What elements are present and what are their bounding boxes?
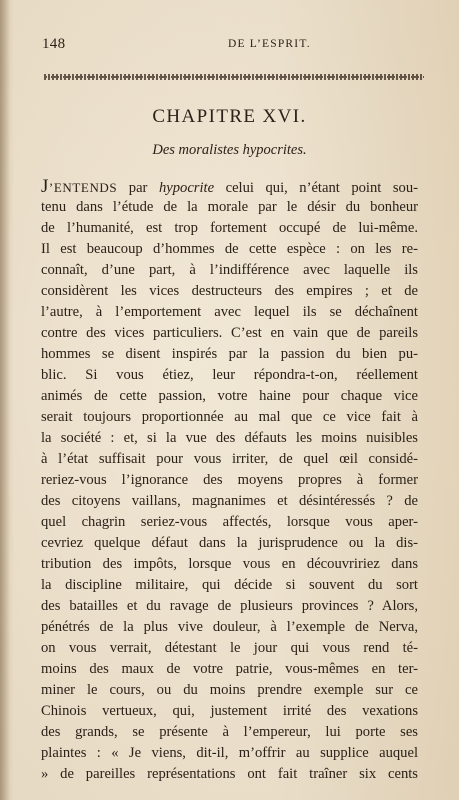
text-line: serait toujours proportionnée au mal que ce vice fait à — [41, 409, 418, 425]
text-line: connaît, d’une part, à l’indifférence avec laquelle ils — [41, 262, 418, 278]
text-line: tenu dans l’étude de la morale par le désir du bonheur — [41, 199, 418, 215]
text-line: la discipline militaire, qui décide si souvent du sort — [41, 577, 418, 593]
text-line-first — [41, 176, 418, 197]
text-line: Il est beaucoup d’hommes de cette espèce : on les re- — [41, 241, 418, 257]
text-line: hommes se disent inspirés par la passion du bien pu- — [41, 346, 418, 362]
text-line: considèrent les vices destructeurs des empires ; et de — [41, 283, 418, 299]
ornamental-rule — [44, 74, 424, 80]
first-line-text-a: par — [117, 180, 159, 196]
text-line: des grands, se présente à l’empereur, lui porte ses — [41, 724, 418, 740]
text-line: plaintes : « Je viens, dit-il, m’offrir au supplice auquel — [41, 745, 418, 761]
chapter-subtitle: Des moralistes hypocrites. — [152, 142, 307, 158]
text-line: reriez-vous l’ignorance des moyens propres à former — [41, 472, 418, 488]
text-line: cevriez quelque défaut dans la jurisprudence ou la dis- — [41, 535, 418, 551]
page-number: 148 — [42, 36, 66, 52]
chapter-title: CHAPITRE XVI. — [152, 106, 307, 127]
text-line: moins des maux de votre patrie, vous-mêmes en ter- — [41, 661, 418, 677]
italic-term: hypocrite — [158, 180, 215, 196]
text-line: contre des vices particuliers. C’est en vain que de pareils — [41, 325, 418, 341]
text-line: à l’état suffisait pour vous irriter, de quel œil considé- — [41, 451, 418, 467]
text-line: la société : et, si la vue des défauts les moins nuisibles — [41, 430, 418, 446]
first-line-text-b: celui qui, n’étant point sou- — [214, 180, 418, 196]
text-line: on vous verrait, détestant le jour qui vous rend té- — [41, 640, 418, 656]
text-line: tribution des impôts, lorsque vous en découvririez dans — [41, 556, 418, 572]
text-line: de l’humanité, est trop fortement occupé de lui-même. — [41, 220, 418, 236]
text-line: quel chagrin seriez-vous affectés, lorsque vous aper- — [41, 514, 418, 530]
running-head — [42, 36, 422, 56]
body-text — [41, 176, 418, 785]
text-line: blic. Si vous étiez, leur répondra-t-on, réellement — [41, 367, 418, 383]
text-line: miner le cours, ou du moins prendre exemple sur ce — [41, 682, 418, 698]
text-line: animés de cette passion, votre haine pour chaque vice — [41, 388, 418, 404]
text-line: l’autre, à l’emportement avec lequel ils se déchaînent — [41, 304, 418, 320]
text-line: des batailles et du ravage de plusieurs provinces ? Alors, — [41, 598, 418, 614]
text-line: » de pareilles représentations ont fait traîner six cents — [41, 766, 418, 782]
initial-letter: J — [41, 176, 49, 197]
text-line: Chinois vertueux, qui, justement irrité des vexations — [41, 703, 418, 719]
running-title: DE L’ESPRIT. — [228, 38, 311, 50]
small-caps-word: ’ENTENDS — [48, 180, 118, 195]
text-line: des citoyens vaillans, magnanimes et désintéressés ? de — [41, 493, 418, 509]
text-line: pénétrés de la plus vive douleur, à l’exemple de Nerva, — [41, 619, 418, 635]
